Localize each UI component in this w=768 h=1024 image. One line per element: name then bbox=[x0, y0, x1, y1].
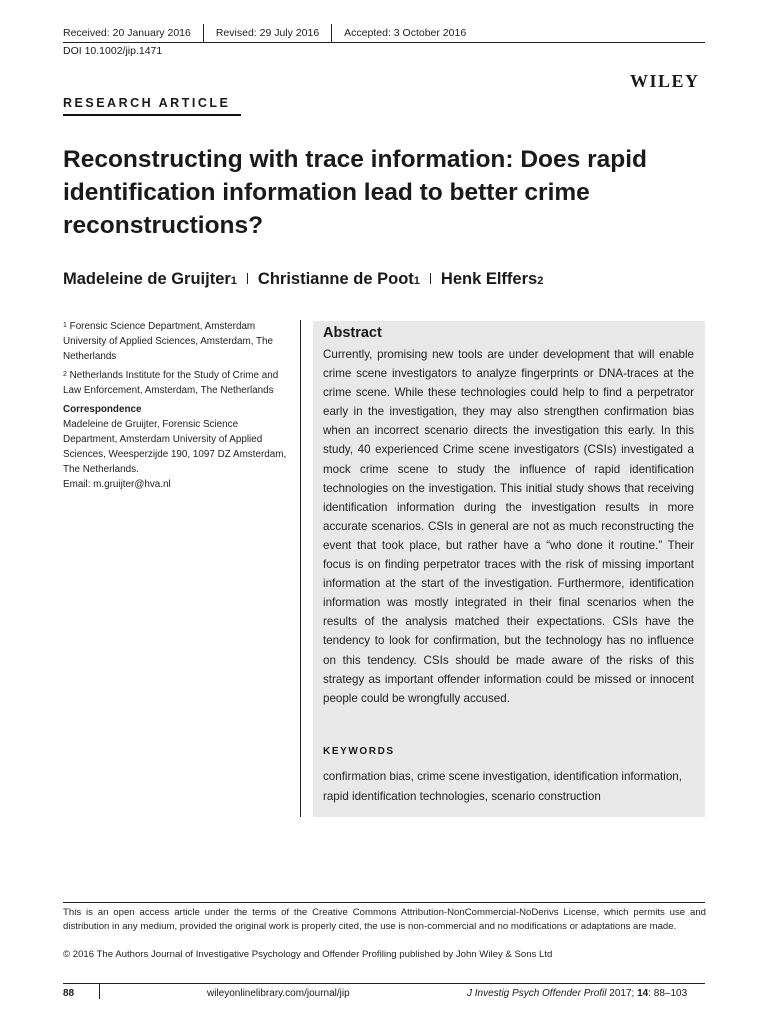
divider bbox=[430, 273, 431, 284]
affiliations-column bbox=[63, 319, 295, 492]
abstract-text: Currently, promising new tools are under development that will enable crime scene investigators to analyze fingerprints or DNA-traces at the crime scene. While these technologies could help to find a perpetrator early in the investigation, they may also strengthen confirmation bias when an incorrect scenario directs the investigation this early. In this study, 40 experienced Crime scene investigators (CSIs) investigated a mock crime scene to study the influence of rapid identification technologies on the investigation. This initial study shows that receiving identification information during the investigation results in more accurate scenarios. CSIs in general are not as much reconstructing the event that took place, but rather have a “who done it routine.” Their focus is on finding perpetrator traces with the risk of missing important information at the start of the investigation. Furthermore, identification information was mostly integrated in their final scenarios when the results of the analysis matched their expectations. CSIs have the tendency to look for confirmation, but the technology has no influence on this tendency. CSIs should be made aware of the risks of this strategy as important offender information could be missed or innocent people could be wrongfully accused. bbox=[323, 348, 694, 705]
article-history bbox=[63, 24, 466, 42]
affiliation-number: 2 bbox=[63, 371, 67, 378]
journal-abbrev: J Investig Psych Offender Profil bbox=[467, 988, 607, 999]
affiliation bbox=[63, 319, 295, 364]
citation-volume: 14 bbox=[637, 988, 649, 999]
journal-url[interactable]: wileyonlinelibrary.com/journal/jip bbox=[207, 988, 350, 999]
citation-year: 2017; bbox=[606, 988, 638, 999]
divider bbox=[99, 983, 100, 999]
author-name[interactable]: Henk Elffers bbox=[440, 270, 538, 288]
accepted-date: Accepted: 3 October 2016 bbox=[344, 27, 467, 39]
keywords-text: confirmation bias, crime scene investigation, identification information, rapid identification technologies, scenario construction bbox=[323, 770, 682, 803]
paper-title: Reconstructing with trace information: Does rapid identification information lead to better crime reconstructions? bbox=[63, 146, 647, 239]
copyright-notice: © 2016 The Authors Journal of Investigative Psychology and Offender Profiling published by John Wiley & Sons Ltd bbox=[63, 949, 553, 960]
received-date: Received: 20 January 2016 bbox=[63, 27, 191, 39]
author-affiliation-mark: 1 bbox=[230, 275, 237, 287]
affiliation-text: Forensic Science Department, Amsterdam University of Applied Sciences, Amsterdam, The Netherlands bbox=[63, 321, 274, 362]
revised-date: Revised: 29 July 2016 bbox=[215, 27, 320, 39]
page-number: 88 bbox=[63, 988, 75, 999]
correspondence-text: Madeleine de Gruijter, Forensic Science Department, Amsterdam University of Applied Sciences, Weesperzijde 190, 1097 DZ Amsterdam, The Netherlands. bbox=[63, 419, 287, 475]
column-divider bbox=[300, 320, 301, 817]
divider bbox=[203, 24, 204, 42]
footer-rule bbox=[63, 902, 705, 903]
page-footer-rule bbox=[63, 983, 705, 984]
affiliation-text: Netherlands Institute for the Study of Crime and Law Enforcement, Amsterdam, The Netherlands bbox=[63, 370, 279, 396]
header-rule bbox=[63, 42, 705, 43]
divider bbox=[247, 273, 248, 284]
publisher-logo: WILEY bbox=[630, 71, 700, 91]
article-type: RESEARCH ARTICLE bbox=[63, 96, 231, 110]
author-name[interactable]: Madeleine de Gruijter bbox=[63, 270, 231, 288]
correspondence-heading: Correspondence bbox=[63, 404, 142, 415]
affiliation bbox=[63, 368, 295, 398]
author-affiliation-mark: 2 bbox=[537, 275, 544, 287]
journal-citation bbox=[467, 988, 687, 999]
author-affiliation-mark: 1 bbox=[413, 275, 420, 287]
author-name[interactable]: Christianne de Poot bbox=[257, 270, 414, 288]
article-type-underline bbox=[63, 114, 241, 116]
correspondence-email[interactable]: Email: m.gruijter@hva.nl bbox=[63, 479, 171, 490]
author-list bbox=[63, 270, 543, 289]
divider bbox=[331, 24, 332, 42]
keywords-heading: KEYWORDS bbox=[323, 746, 395, 757]
citation-pages: : 88–103 bbox=[648, 988, 688, 999]
doi[interactable]: DOI 10.1002/jip.1471 bbox=[63, 45, 163, 57]
affiliation-number: 1 bbox=[63, 322, 67, 329]
abstract-heading: Abstract bbox=[323, 325, 382, 341]
license-notice: This is an open access article under the terms of the Creative Commons Attribution-NonCommercial-NoDerivs License, which permits use and distribution in any medium, provided the original work is properly cited, the use is non-commercial and no modifications or adaptations are made. bbox=[63, 907, 706, 932]
